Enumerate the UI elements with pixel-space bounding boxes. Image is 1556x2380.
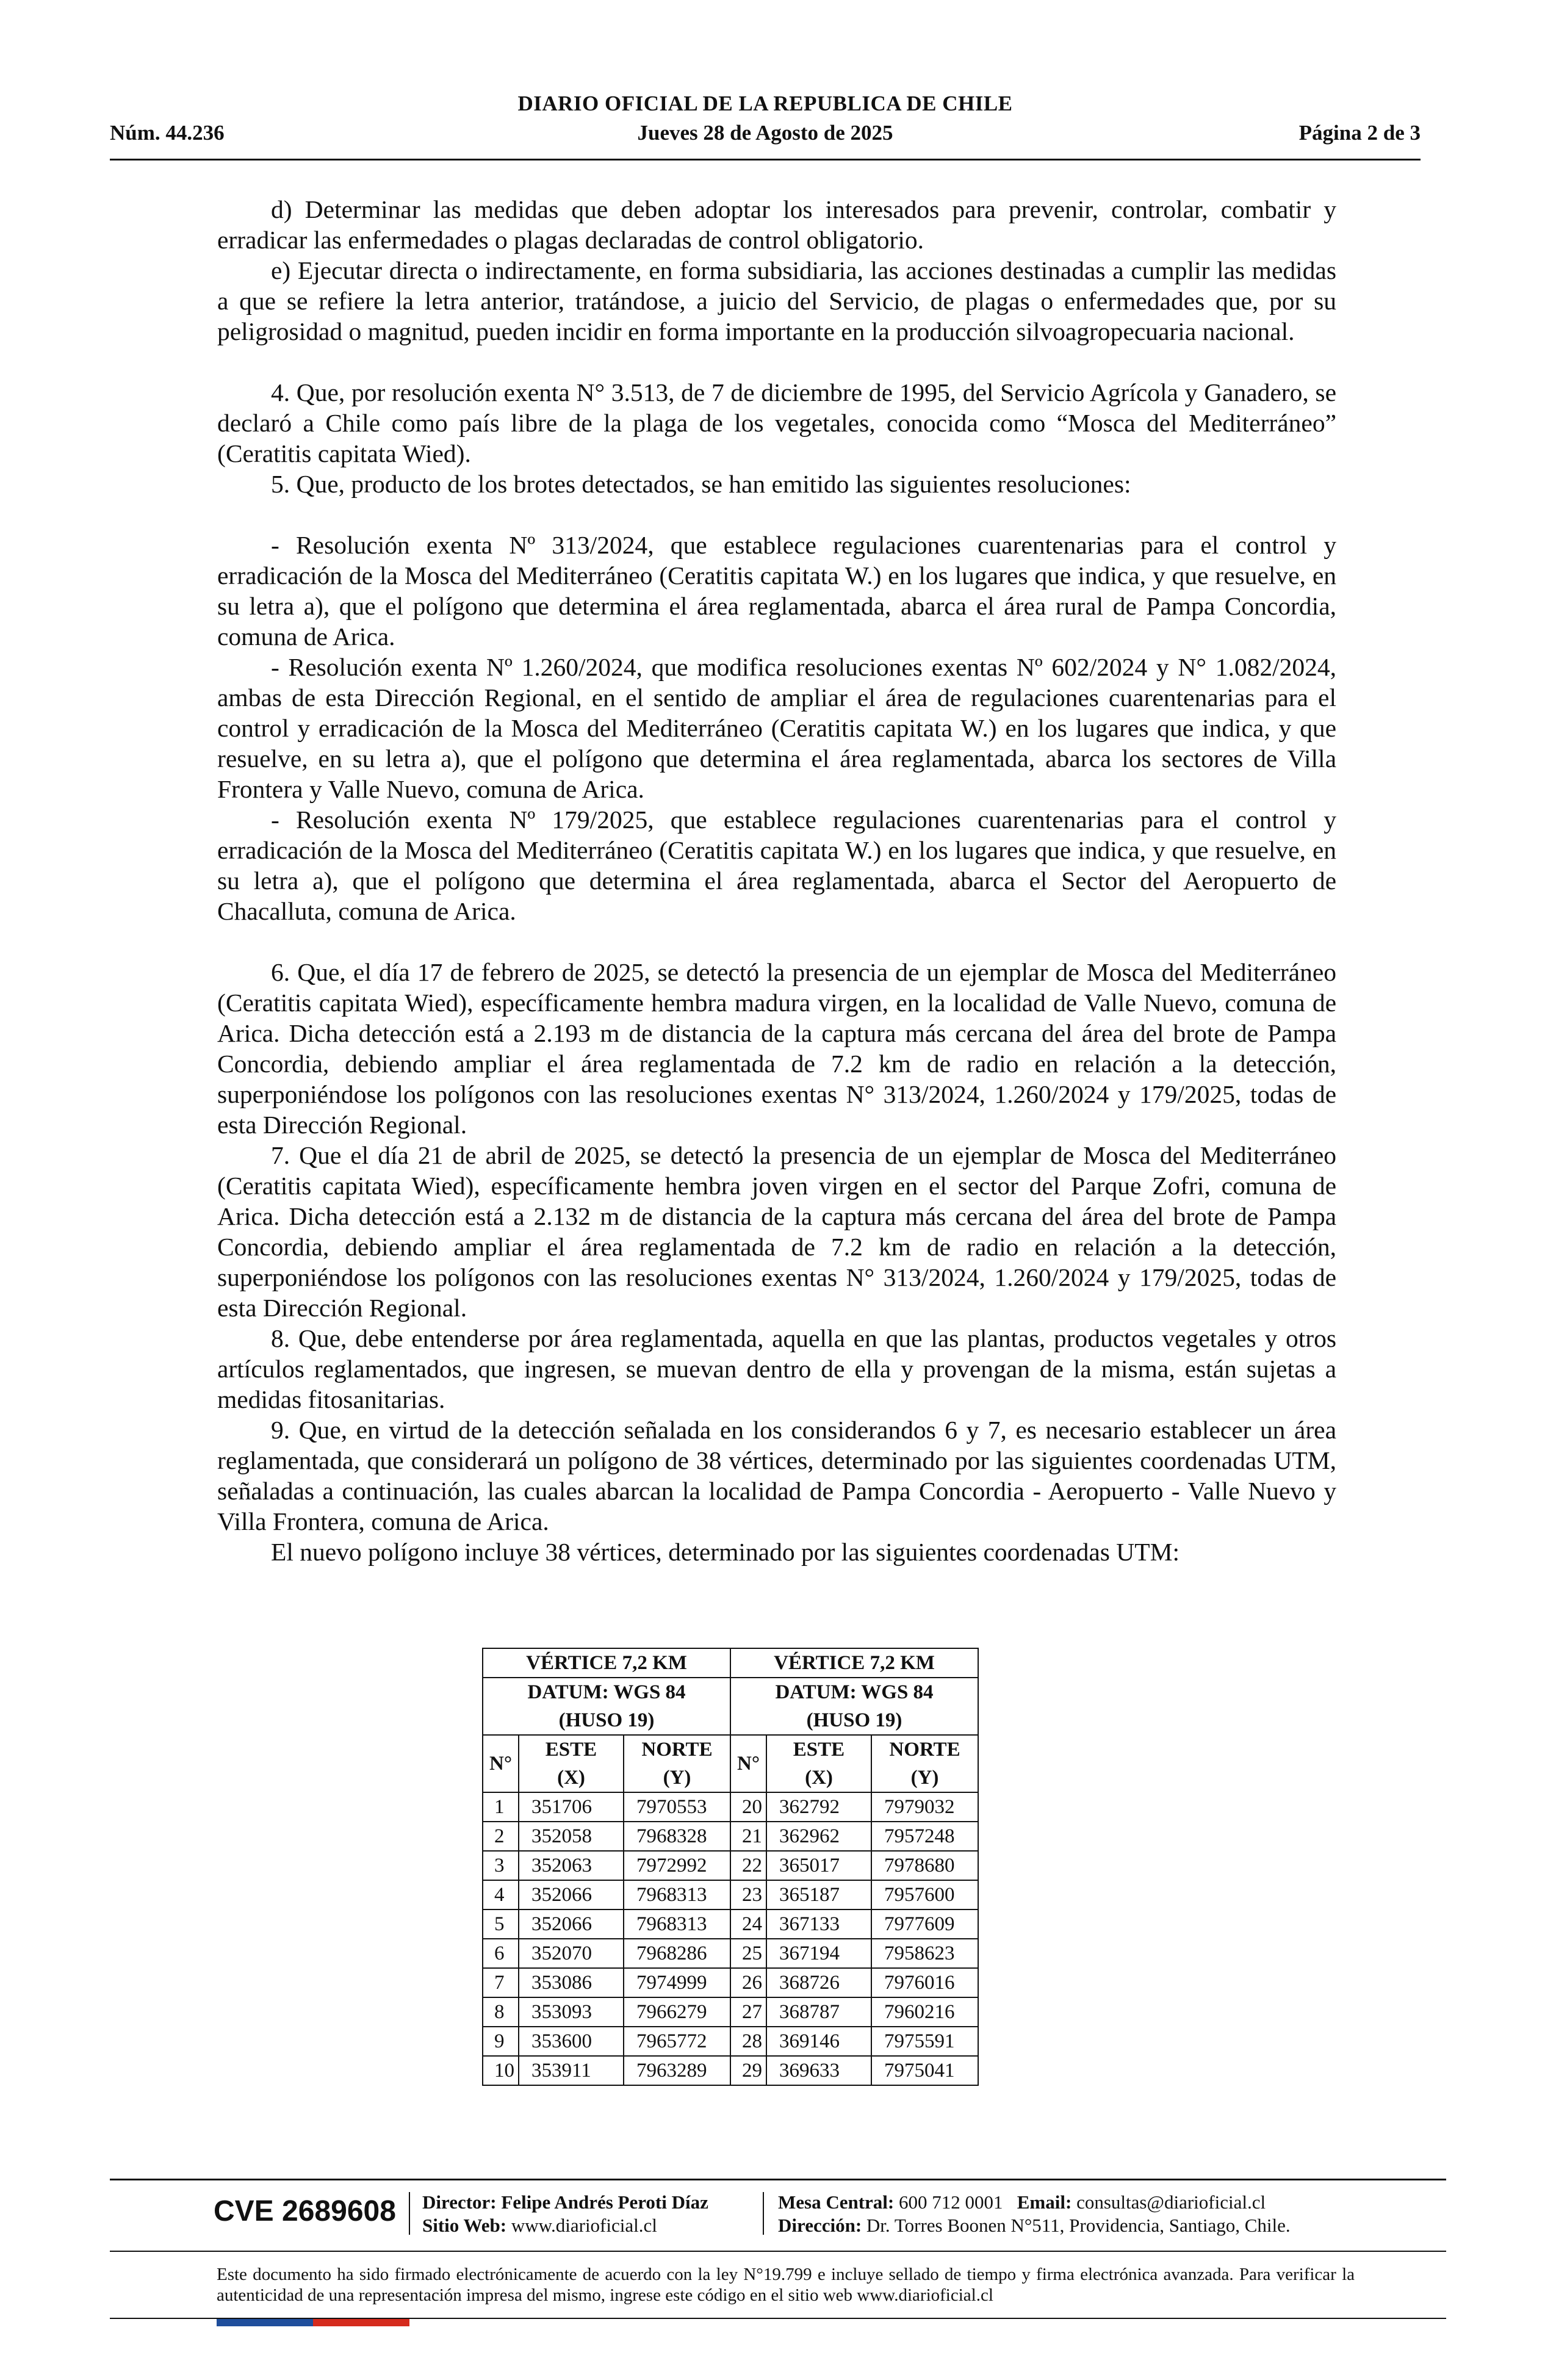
col-norte-sub-left: (Y) bbox=[624, 1764, 730, 1792]
document-body bbox=[217, 194, 1336, 1567]
table-cell: 7958623 bbox=[871, 1939, 978, 1968]
table-cell: 26 bbox=[730, 1968, 766, 1997]
table-cell: 10 bbox=[483, 2056, 519, 2085]
table-cell: 7957600 bbox=[871, 1880, 978, 1909]
table-cell: 27 bbox=[730, 1997, 766, 2027]
table-cell: 9 bbox=[483, 2027, 519, 2056]
table-cell: 7965772 bbox=[624, 2027, 730, 2056]
table-cell: 352066 bbox=[519, 1880, 624, 1909]
table-row bbox=[483, 1997, 978, 2027]
table-cell: 6 bbox=[483, 1939, 519, 1968]
table-cell: 367194 bbox=[766, 1939, 871, 1968]
page-header bbox=[110, 92, 1421, 160]
address-value: Dr. Torres Boonen N°511, Providencia, Santiago, Chile. bbox=[866, 2215, 1291, 2236]
table-cell: 8 bbox=[483, 1997, 519, 2027]
phone-number: 600 712 0001 bbox=[899, 2191, 1003, 2213]
col-este-sub-right: (X) bbox=[766, 1764, 871, 1792]
flag-stripe-segment bbox=[313, 2319, 361, 2326]
footer-top-rule bbox=[110, 2179, 1446, 2180]
group-title-left: VÉRTICE 7,2 KM bbox=[483, 1648, 730, 1678]
table-row bbox=[483, 1851, 978, 1880]
table-cell: 7977609 bbox=[871, 1909, 978, 1939]
paragraph-d: d) Determinar las medidas que deben adoptar los interesados para prevenir, controlar, combatir y erradicar las enfermedades o plagas declaradas de control obligatorio. bbox=[217, 195, 1336, 254]
issue-date: Jueves 28 de Agosto de 2025 bbox=[637, 121, 893, 145]
footer-contact-left bbox=[422, 2191, 708, 2237]
table-cell: 7960216 bbox=[871, 1997, 978, 2027]
table-cell: 7963289 bbox=[624, 2056, 730, 2085]
table-cell: 7968313 bbox=[624, 1880, 730, 1909]
table-cell: 367133 bbox=[766, 1909, 871, 1939]
col-n-left: N° bbox=[483, 1735, 519, 1792]
table-row bbox=[483, 2056, 978, 2085]
address-label: Dirección: bbox=[778, 2215, 862, 2236]
phone-label: Mesa Central: bbox=[778, 2191, 895, 2213]
table-cell: 7970553 bbox=[624, 1792, 730, 1822]
paragraph-7: 7. Que el día 21 de abril de 2025, se detectó la presencia de un ejemplar de Mosca del Mediterráneo (Ceratitis capitata Wied), específicamente hembra joven virgen en el sector del Parque Zofri, comuna de Arica. Dicha detección está a 2.132 m de distancia de la captura más cercana del área del brote de Pampa Concordia, debiendo ampliar el área reglamentada de 7.2 km de radio en relación a la detección, superponiéndose los polígonos con las resoluciones exentas N° 313/2024, 1.260/2024 y 179/2025, todas de esta Dirección Regional. bbox=[217, 1141, 1336, 1322]
table-cell: 7957248 bbox=[871, 1822, 978, 1851]
datum-left: DATUM: WGS 84 bbox=[483, 1678, 730, 1706]
email-label: Email: bbox=[1017, 2191, 1072, 2213]
table-cell: 352066 bbox=[519, 1909, 624, 1939]
table-cell: 369146 bbox=[766, 2027, 871, 2056]
utm-coordinates-table bbox=[482, 1648, 979, 2086]
table-cell: 1 bbox=[483, 1792, 519, 1822]
table-cell: 24 bbox=[730, 1909, 766, 1939]
table-cell: 21 bbox=[730, 1822, 766, 1851]
col-norte-sub-right: (Y) bbox=[871, 1764, 978, 1792]
table-cell: 7975041 bbox=[871, 2056, 978, 2085]
cve-code: CVE 2689608 bbox=[214, 2195, 396, 2227]
table-row bbox=[483, 1909, 978, 1939]
col-este-left: ESTE bbox=[519, 1735, 624, 1764]
table-cell: 369633 bbox=[766, 2056, 871, 2085]
publication-title: DIARIO OFICIAL DE LA REPUBLICA DE CHILE bbox=[517, 92, 1013, 115]
table-cell: 353093 bbox=[519, 1997, 624, 2027]
paragraph-4: 4. Que, por resolución exenta N° 3.513, de 7 de diciembre de 1995, del Servicio Agrícola y Ganadero, se declaró a Chile como país libre de la plaga de los vegetales, conocida como “Mosca del Mediterráneo” (Ceratitis capitata Wied). bbox=[217, 378, 1336, 467]
director-name: Felipe Andrés Peroti Díaz bbox=[501, 2191, 708, 2213]
resolution-1260: - Resolución exenta Nº 1.260/2024, que modifica resoluciones exentas Nº 602/2024 y N° 1.082/2024, ambas de esta Dirección Regional, en el sentido de ampliar el área de regulaciones cuarentenarias para el control y erradicación de la Mosca del Mediterráneo (Ceratitis capitata W.) en los lugares que indica, y que resuelve, en su letra a), que el polígono que determina el área reglamentada, abarca los sectores de Villa Frontera y Valle Nuevo, comuna de Arica. bbox=[217, 653, 1336, 803]
col-norte-left: NORTE bbox=[624, 1735, 730, 1764]
paragraph-9: 9. Que, en virtud de la detección señalada en los considerandos 6 y 7, es necesario establecer un área reglamentada, que considerará un polígono de 38 vértices, determinado por las siguientes coordenadas UTM, señaladas a continuación, las cuales abarcan la localidad de Pampa Concordia - Aeropuerto - Valle Nuevo y Villa Frontera, comuna de Arica. bbox=[217, 1416, 1336, 1535]
table-cell: 7968313 bbox=[624, 1909, 730, 1939]
table-cell: 29 bbox=[730, 2056, 766, 2085]
table-cell: 22 bbox=[730, 1851, 766, 1880]
table-cell: 362792 bbox=[766, 1792, 871, 1822]
huso-left: (HUSO 19) bbox=[483, 1706, 730, 1735]
table-cell: 353600 bbox=[519, 2027, 624, 2056]
footer-divider bbox=[763, 2192, 764, 2235]
footer-mid-rule bbox=[110, 2251, 1446, 2252]
table-cell: 7975591 bbox=[871, 2027, 978, 2056]
table-cell: 7968286 bbox=[624, 1939, 730, 1968]
flag-stripe-segment bbox=[265, 2319, 313, 2326]
website-link[interactable]: www.diarioficial.cl bbox=[511, 2215, 657, 2236]
table-cell: 351706 bbox=[519, 1792, 624, 1822]
huso-right: (HUSO 19) bbox=[730, 1706, 978, 1735]
table-cell: 7972992 bbox=[624, 1851, 730, 1880]
flag-stripe bbox=[217, 2319, 409, 2326]
table-cell: 4 bbox=[483, 1880, 519, 1909]
table-row bbox=[483, 1968, 978, 1997]
col-este-sub-left: (X) bbox=[519, 1764, 624, 1792]
table-cell: 353911 bbox=[519, 2056, 624, 2085]
col-este-right: ESTE bbox=[766, 1735, 871, 1764]
table-cell: 28 bbox=[730, 2027, 766, 2056]
table-row bbox=[483, 1880, 978, 1909]
table-cell: 362962 bbox=[766, 1822, 871, 1851]
table-cell: 3 bbox=[483, 1851, 519, 1880]
paragraph-5: 5. Que, producto de los brotes detectados, se han emitido las siguientes resoluciones: bbox=[271, 470, 1131, 498]
table-cell: 20 bbox=[730, 1792, 766, 1822]
director-label: Director: bbox=[422, 2191, 497, 2213]
table-cell: 7979032 bbox=[871, 1792, 978, 1822]
paragraph-e: e) Ejecutar directa o indirectamente, en forma subsidiaria, las acciones destinadas a cumplir las medidas a que se refiere la letra anterior, tratándose, a juicio del Servicio, de plagas o enfermedades que, por su peligrosidad o magnitud, pueden incidir en forma importante en la producción silvoagropecuaria nacional. bbox=[217, 256, 1336, 345]
flag-stripe-segment bbox=[217, 2319, 265, 2326]
paragraph-8: 8. Que, debe entenderse por área reglamentada, aquella en que las plantas, productos vegetales y otros artículos reglamentados, que ingresen, se muevan dentro de ella y provengan de la misma, están sujetas a medidas fitosanitarias. bbox=[217, 1324, 1336, 1413]
table-cell: 353086 bbox=[519, 1968, 624, 1997]
email-link[interactable]: consultas@diarioficial.cl bbox=[1076, 2191, 1266, 2213]
table-cell: 368726 bbox=[766, 1968, 871, 1997]
table-cell: 365187 bbox=[766, 1880, 871, 1909]
footer-contact-right bbox=[778, 2191, 1291, 2237]
table-cell: 25 bbox=[730, 1939, 766, 1968]
utm-table-body bbox=[483, 1792, 978, 2085]
paragraph-6: 6. Que, el día 17 de febrero de 2025, se detectó la presencia de un ejemplar de Mosca del Mediterráneo (Ceratitis capitata Wied), específicamente hembra madura virgen, en la localidad de Valle Nuevo, comuna de Arica. Dicha detección está a 2.193 m de distancia de la captura más cercana del área del brote de Pampa Concordia, debiendo ampliar el área reglamentada de 7.2 km de radio en relación a la detección, superponiéndose los polígonos con las resoluciones exentas N° 313/2024, 1.260/2024 y 179/2025, todas de esta Dirección Regional. bbox=[217, 958, 1336, 1139]
resolution-313: - Resolución exenta Nº 313/2024, que establece regulaciones cuarentenarias para el control y erradicación de la Mosca del Mediterráneo (Ceratitis capitata W.) en los lugares que indica, y que resuelve, en su letra a), que el polígono que determina el área reglamentada, abarca el área rural de Pampa Concordia, comuna de Arica. bbox=[217, 531, 1336, 651]
table-cell: 365017 bbox=[766, 1851, 871, 1880]
table-cell: 352058 bbox=[519, 1822, 624, 1851]
col-n-right: N° bbox=[730, 1735, 766, 1792]
table-row bbox=[483, 2027, 978, 2056]
signature-note: Este documento ha sido firmado electrónicamente de acuerdo con la ley N°19.799 e incluye sellado de tiempo y firma electrónica avanzada. Para verificar la autenticidad de una representación impresa del mismo, ingrese este código en el sitio web www.diarioficial.cl bbox=[217, 2265, 1355, 2305]
page-indicator: Página 2 de 3 bbox=[1298, 121, 1421, 145]
datum-right: DATUM: WGS 84 bbox=[730, 1678, 978, 1706]
table-cell: 7 bbox=[483, 1968, 519, 1997]
polygon-intro: El nuevo polígono incluye 38 vértices, determinado por las siguientes coordenadas UTM: bbox=[271, 1538, 1180, 1566]
table-row bbox=[483, 1939, 978, 1968]
table-cell: 2 bbox=[483, 1822, 519, 1851]
group-title-right: VÉRTICE 7,2 KM bbox=[730, 1648, 978, 1678]
footer-divider bbox=[409, 2192, 410, 2235]
flag-stripe-segment bbox=[361, 2319, 409, 2326]
table-cell: 7968328 bbox=[624, 1822, 730, 1851]
table-cell: 7966279 bbox=[624, 1997, 730, 2027]
table-cell: 7976016 bbox=[871, 1968, 978, 1997]
table-cell: 5 bbox=[483, 1909, 519, 1939]
resolution-179: - Resolución exenta Nº 179/2025, que establece regulaciones cuarentenarias para el control y erradicación de la Mosca del Mediterráneo (Ceratitis capitata W.) en los lugares que indica, y que resuelve, en su letra a), que el polígono que determina el área reglamentada, abarca el Sector del Aeropuerto de Chacalluta, comuna de Arica. bbox=[217, 806, 1336, 925]
table-row bbox=[483, 1792, 978, 1822]
table-cell: 352070 bbox=[519, 1939, 624, 1968]
table-cell: 7974999 bbox=[624, 1968, 730, 1997]
col-norte-right: NORTE bbox=[871, 1735, 978, 1764]
table-cell: 368787 bbox=[766, 1997, 871, 2027]
issue-number: Núm. 44.236 bbox=[110, 121, 225, 145]
page-footer bbox=[110, 2179, 1446, 2362]
table-cell: 352063 bbox=[519, 1851, 624, 1880]
website-label: Sitio Web: bbox=[422, 2215, 507, 2236]
table-cell: 23 bbox=[730, 1880, 766, 1909]
table-row bbox=[483, 1822, 978, 1851]
table-cell: 7978680 bbox=[871, 1851, 978, 1880]
utm-table-wrapper bbox=[482, 1648, 979, 2086]
